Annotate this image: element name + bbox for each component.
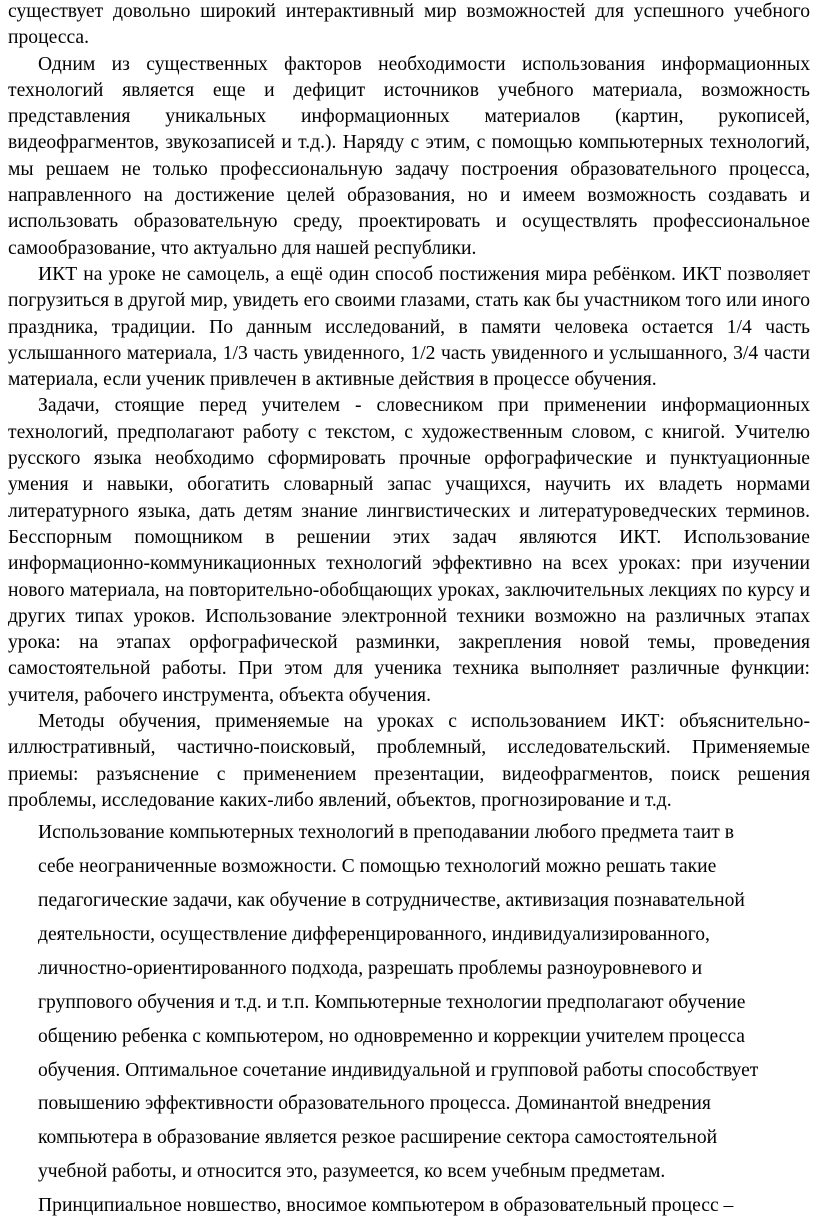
document-body [8,0,810,1223]
paragraph-1: существует довольно широкий интерактивный мир возможностей для успешного учебного процесса. [8,1,810,49]
paragraph-2: Одним из существенных факторов необходимости использования информационных технологий является еще и дефицит источников учебного материала, возможность представления уникальных информационных материалов (картин, рукописей, видеофрагментов, звукозаписей и т.д.). Наряду с этим, с помощью компьютерных технологий, мы решаем не только профессиональную задачу построения образовательного процесса, направленного на достижение целей образования, но и имеем возможность создавать и использовать образовательную среду, проектировать и осуществлять профессиональное самообразование, что актуально для нашей республики. [8,53,810,259]
paragraph-6-line-3: педагогические задачи, как обучение в сотрудничестве, активизация познавательной [38,890,745,912]
paragraph-6 [8,816,810,1223]
paragraph-3: ИКТ на уроке не самоцель, а ещё один способ постижения мира ребёнком. ИКТ позволяет погрузиться в другой мир, увидеть его своими глазами, стать как бы участником того или иного праздника, традиции. По данным исследований, в памяти человека остается 1/4 часть услышанного материала, 1/3 часть увиденного, 1/2 часть увиденного и услышанного, 3/4 части материала, если ученик привлечен в активные действия в процессе обучения. [8,263,810,391]
paragraph-6-line-4: деятельности, осуществление дифференцированного, индивидуализированного, [38,923,710,945]
paragraph-6-line-12: Принципиальное новшество, вносимое компьютером в образовательный процесс – [38,1195,734,1217]
paragraph-6-line-2: себе неограниченные возможности. С помощью технологий можно решать такие [38,856,717,878]
paragraph-6-line-1: Использование компьютерных технологий в преподавании любого предмета таит в [38,822,734,844]
paragraph-6-line-11: учебной работы, и относится это, разумеется, ко всем учебным предметам. [38,1161,666,1183]
paragraph-6-line-8: обучения. Оптимальное сочетание индивидуальной и групповой работы способствует [38,1059,759,1081]
paragraph-4: Задачи, стоящие перед учителем - словесником при применении информационных технологий, предполагают работу с текстом, с художественным словом, с книгой. Учителю русского языка необходимо сформировать прочные орфографические и пунктуационные умения и навыки, обогатить словарный запас учащихся, научить их владеть нормами литературного языка, дать детям знание лингвистических и литературоведческих терминов. Бесспорным помощником в решении этих задач являются ИКТ. Использование информационно-коммуникационных технологий эффективно на всех уроках: при изучении нового материала, на повторительно-обобщающих уроках, заключительных лекциях по курсу и других типах уроков. Использование электронной техники возможно на различных этапах урока: на этапах орфографической разминки, закрепления новой темы, проведения самостоятельной работы. При этом для ученика техника выполняет различные функции: учителя, рабочего инструмента, объекта обучения. [8,395,810,706]
paragraph-6-line-5: личностно-ориентированного подхода, разрешать проблемы разноуровневого и [38,957,703,979]
paragraph-6-line-7: общению ребенка с компьютером, но одновременно и коррекции учителем процесса [38,1025,745,1047]
paragraph-6-line-6: группового обучения и т.д. и т.п. Компьютерные технологии предполагают обучение [38,991,746,1013]
paragraph-6-line-10: компьютера в образование является резкое расширение сектора самостоятельной [38,1127,718,1149]
paragraph-5: Методы обучения, применяемые на уроках с использованием ИКТ: объяснительно-иллюстративный, частично-поисковый, проблемный, исследовательский. Применяемые приемы: разъяснение с применением презентации, видеофрагментов, поиск решения проблемы, исследование каких-либо явлений, объектов, прогнозирование и т.д. [8,711,810,811]
paragraph-6-line-9: повышению эффективности образовательного процесса. Доминантой внедрения [38,1093,711,1115]
